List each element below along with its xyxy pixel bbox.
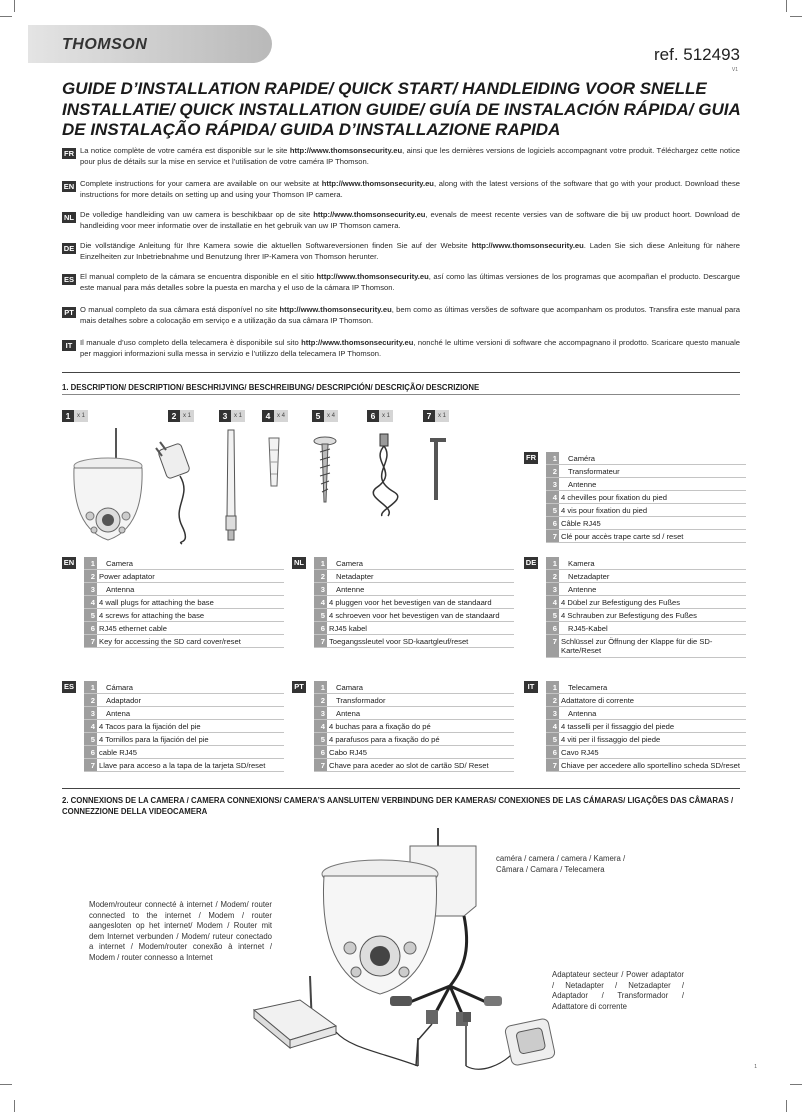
part-number: 1 [552, 453, 557, 463]
part-number: 2 [552, 695, 557, 705]
website-link[interactable]: http://www.thomsonsecurity.eu [316, 272, 429, 281]
part-number: 2 [320, 571, 325, 581]
part-number: 6 [90, 623, 95, 633]
part-name: 4 vis pour fixation du pied [561, 505, 648, 515]
parts-row [314, 570, 514, 583]
part-number: 4 [552, 492, 557, 502]
part-name: Câble RJ45 [561, 518, 601, 528]
part-name: 4 pluggen voor het bevestigen van de standaard [329, 597, 492, 607]
parts-row [546, 465, 746, 478]
parts-row [84, 609, 284, 622]
parts-list [314, 681, 514, 772]
item-badge-2 [168, 410, 194, 422]
parts-row [546, 530, 746, 543]
section-connections-title: 2. CONNEXIONS DE LA CAMERA / CAMERA CONNEXIONS/ CAMERA’S AANSLUITEN/ VERBINDUNG DER KAMERAS/ CONEXIONES DE LAS CÁMARAS/ LIGAÇÕES DAS CÂMARAS / CONNEZZIONE DELLA VIDEOCAMERA [62, 796, 734, 816]
parts-row [546, 583, 746, 596]
divider [62, 788, 740, 789]
intro-text [80, 305, 740, 326]
part-number: 7 [552, 760, 557, 770]
parts-row [546, 733, 746, 746]
item-number: 1 [62, 410, 74, 422]
language-flag: NL [294, 558, 304, 567]
part-number: 1 [320, 682, 325, 692]
part-number: 4 [320, 721, 325, 731]
language-flag: NL [64, 213, 74, 222]
intro-text-post: , así como las últimas versiones de los programas que acompañan el producto. Descargue este manual para más detalles sobre la puesta en marcha y el uso de la cámara IP Thomson. [80, 272, 740, 292]
part-name: 4 schroeven voor het bevestigen van de standaard [329, 610, 500, 620]
part-name: Adattatore di corrente [561, 695, 635, 705]
parts-row [546, 759, 746, 772]
part-name: Clé pour accès trape carte sd / reset [561, 531, 684, 541]
item-quantity: x 1 [74, 410, 88, 422]
reference-number: ref. 512493 [653, 45, 740, 64]
item-badge-7 [423, 410, 449, 422]
parts-row [546, 478, 746, 491]
part-name: Antenne [568, 479, 597, 489]
part-name: Antenne [336, 584, 365, 594]
intro-text-pre: O manual completo da sua câmara está disponível no site [80, 305, 280, 314]
crop-mark [0, 16, 12, 17]
divider [62, 394, 740, 395]
part-number: 5 [90, 610, 95, 620]
part-name: Cámara [106, 682, 134, 692]
item-badge-5 [312, 410, 338, 422]
intro-text-post: , ainsi que les dernières versions de logiciels accompagnant votre produit. Téléchargez cette notice pour plus de détails sur la mise en service et l’utilisation de votre caméra IP Thomson. [80, 146, 741, 166]
part-number: 3 [320, 584, 325, 594]
intro-text [80, 210, 740, 231]
part-name: 4 buchas para a fixação do pé [329, 721, 431, 731]
part-number: 1 [552, 558, 557, 568]
intro-text-post: , evenals de meest recente versies van de software die bij uw product hoort. Download de handleiding voor meer informatie over de installatie en het gebruik van uw IP Thomson camera. [80, 210, 740, 230]
part-number: 7 [320, 760, 325, 770]
intro-text-pre: Complete instructions for your camera are available on our website at [80, 179, 322, 188]
parts-row [546, 746, 746, 759]
part-name: Schlüssel zur Öffnung der Klappe für die SD-Karte/Reset [561, 636, 713, 655]
intro-text [80, 272, 740, 293]
part-name: RJ45 kabel [329, 623, 367, 633]
parts-row [314, 733, 514, 746]
website-link[interactable]: http://www.thomsonsecurity.eu [289, 146, 403, 155]
website-link[interactable]: http://www.thomsonsecurity.eu [321, 179, 434, 188]
language-flag: ES [63, 682, 74, 691]
part-number: 3 [552, 708, 557, 718]
parts-row [314, 596, 514, 609]
item-number: 2 [168, 410, 180, 422]
part-name: 4 chevilles pour fixation du pied [561, 492, 667, 502]
parts-row [84, 622, 284, 635]
parts-row [84, 681, 284, 694]
part-name: Antena [336, 708, 361, 718]
item-badge-3 [219, 410, 245, 422]
crop-mark [14, 0, 15, 12]
part-name: Cavo RJ45 [561, 747, 599, 757]
part-number: 7 [320, 636, 325, 646]
intro-text-post: , along with the latest versions of the software that go with your product. Download these instructions for more details on setting up and using your Thomson IP camera. [80, 179, 740, 199]
parts-row [314, 720, 514, 733]
item-quantity: x 4 [274, 410, 288, 422]
item-number: 7 [423, 410, 435, 422]
parts-row [546, 504, 746, 517]
part-name: 4 tasselli per il fissaggio del piede [561, 721, 675, 731]
parts-list [546, 452, 746, 543]
part-number: 3 [90, 708, 95, 718]
part-name: Netadapter [336, 571, 374, 581]
part-name: Transformador [336, 695, 386, 705]
language-flag: PT [62, 307, 76, 318]
part-number: 5 [320, 610, 325, 620]
parts-row [314, 583, 514, 596]
parts-row [84, 720, 284, 733]
parts-row [546, 491, 746, 504]
intro-text-post: , bem como as últimas versões de software que acompanham os produtos. Transfira este manual para mais detalhes sobre a colocação em serviço e a utilização da sua câmara IP Thomson. [80, 305, 740, 325]
parts-row [314, 694, 514, 707]
language-flag: FR [526, 453, 536, 462]
parts-row [84, 635, 284, 648]
part-number: 2 [552, 466, 557, 476]
part-name: Toegangssleutel voor SD-kaartgleuf/reset [329, 636, 469, 646]
parts-row [546, 707, 746, 720]
part-number: 4 [552, 721, 557, 731]
connection-diagram [240, 826, 570, 1076]
brand-logo: THOMSON [62, 36, 148, 53]
part-name: Power adaptator [99, 571, 155, 581]
part-name: Antena [106, 708, 131, 718]
part-number: 3 [552, 584, 557, 594]
parts-row [314, 759, 514, 772]
page-number: 1 [754, 1064, 757, 1070]
crop-mark [790, 16, 802, 17]
divider [62, 372, 740, 373]
part-number: 5 [90, 734, 95, 744]
parts-row [546, 596, 746, 609]
item-quantity: x 1 [231, 410, 245, 422]
parts-row [314, 622, 514, 635]
item-number: 5 [312, 410, 324, 422]
part-number: 4 [552, 597, 557, 607]
language-flag: ES [63, 275, 74, 284]
part-name: Telecamera [568, 682, 608, 692]
parts-row [546, 694, 746, 707]
section-description-title: 1. DESCRIPTION/ DESCRIPTION/ BESCHRIJVING/ BESCHREIBUNG/ DESCRIPCIÓN/ DESCRIÇÃO/ DESCRIZIONE [62, 383, 480, 392]
part-number: 1 [552, 682, 557, 692]
part-name: RJ45-Kabel [568, 623, 608, 633]
part-name: Cabo RJ45 [329, 747, 367, 757]
intro-text [80, 146, 740, 167]
item-quantity: x 1 [180, 410, 194, 422]
parts-row [546, 452, 746, 465]
item-number: 3 [219, 410, 231, 422]
router-caption: Modem/routeur connecté à internet / Modem/ router connected to the internet / Modem / router aangesloten op het internet/ Modem / Router mit dem Internet verbunden / Modem/ ruteur conectado a internet / Modem/router conexão à internet / Modem / router connesso a Internet [89, 900, 272, 962]
crop-mark [786, 1100, 787, 1112]
part-number: 6 [320, 747, 325, 757]
language-flag: EN [63, 558, 75, 567]
language-flag: PT [292, 681, 306, 693]
parts-row [546, 609, 746, 622]
part-number: 3 [320, 708, 325, 718]
language-flag: FR [64, 149, 74, 158]
part-name: 4 parafusos para a fixação do pé [329, 734, 440, 744]
parts-row [84, 583, 284, 596]
camera-caption: caméra / camera / camera / Kamera / Câmara / Camara / Telecamera [496, 854, 626, 874]
website-link[interactable]: http://www.thomsonsecurity.eu [471, 241, 584, 250]
part-name: Camara [336, 682, 364, 692]
parts-row [314, 707, 514, 720]
part-number: 5 [320, 734, 325, 744]
parts-row [84, 694, 284, 707]
screw-illustration [312, 436, 338, 506]
allen-key-illustration [426, 434, 450, 504]
intro-text-pre: El manual completo de la cámara se encuentra disponible en el sitio [80, 272, 317, 281]
parts-row [314, 557, 514, 570]
part-number: 4 [320, 597, 325, 607]
crop-mark [0, 1084, 12, 1085]
part-name: 4 Tornillos para la fijación del pie [99, 734, 209, 744]
part-name: 4 wall plugs for attaching the base [99, 597, 214, 607]
part-number: 2 [552, 571, 557, 581]
part-number: 1 [320, 558, 325, 568]
part-number: 1 [90, 558, 95, 568]
part-name: Camera [106, 558, 134, 568]
parts-row [84, 707, 284, 720]
part-number: 1 [90, 682, 95, 692]
part-number: 4 [90, 597, 95, 607]
part-number: 7 [552, 636, 557, 646]
parts-row [84, 746, 284, 759]
camera-illustration [66, 428, 150, 546]
parts-list [84, 681, 284, 772]
antenna-illustration [220, 428, 242, 546]
part-name: Camera [336, 558, 364, 568]
parts-row [546, 557, 746, 570]
version-label: V1 [731, 67, 738, 73]
part-number: 2 [90, 571, 95, 581]
intro-text-post: . Laden Sie sich diese Anleitung für nähere Einzelheiten zur Inbetriebnahme und Benutzung Ihrer IP-Kamera von Thomson herunter. [80, 241, 740, 261]
part-number: 5 [552, 610, 557, 620]
part-name: Chave para aceder ao slot de cartão SD/ Reset [329, 760, 489, 770]
item-badge-4 [262, 410, 288, 422]
part-number: 7 [90, 636, 95, 646]
part-number: 2 [90, 695, 95, 705]
part-number: 7 [552, 531, 557, 541]
parts-row [546, 622, 746, 635]
parts-row [546, 517, 746, 530]
part-name: Adaptador [106, 695, 142, 705]
part-name: 4 viti per il fissaggio del piede [561, 734, 661, 744]
parts-row [546, 681, 746, 694]
intro-text [80, 179, 740, 200]
item-quantity: x 4 [324, 410, 338, 422]
language-flag: DE [525, 558, 537, 567]
part-name: 4 Dübel zur Befestigung des Fußes [561, 597, 681, 607]
parts-row [314, 746, 514, 759]
intro-text [80, 241, 740, 262]
part-number: 6 [552, 747, 557, 757]
intro-text-post: , nonché le ultime versioni di software che accompagnano il prodotto. Scaricare questo manuale per maggiori informazioni sulla messa in servizio e l’utilizzo della telecamera IP Thomson. [80, 338, 740, 358]
part-name: Llave para acceso a la tapa de la tarjeta SD/reset [99, 760, 266, 770]
part-name: Netzadapter [568, 571, 610, 581]
item-badge-1 [62, 410, 88, 422]
part-name: Key for accessing the SD card cover/reset [99, 636, 241, 646]
part-number: 6 [552, 518, 557, 528]
item-badge-6 [367, 410, 393, 422]
part-name: 4 screws for attaching the base [99, 610, 205, 620]
adapter-caption: Adaptateur secteur / Power adaptator / Netadapter / Netzadapter / Adaptador / Transformador / Adattatore di corrente [552, 970, 684, 1011]
parts-row [314, 681, 514, 694]
part-number: 2 [320, 695, 325, 705]
item-quantity: x 1 [435, 410, 449, 422]
part-number: 5 [552, 734, 557, 744]
crop-mark [786, 0, 787, 12]
intro-text-pre: La notice complète de votre caméra est disponible sur le site [80, 146, 290, 155]
parts-row [546, 720, 746, 733]
ethernet-cable-illustration [360, 432, 412, 520]
parts-list [546, 557, 746, 658]
parts-row [84, 557, 284, 570]
parts-row [546, 635, 746, 658]
part-name: Antenne [568, 584, 597, 594]
language-flag: EN [63, 182, 75, 191]
intro-text-pre: Die vollständige Anleitung für Ihre Kamera sowie die aktuellen Softwareversionen finden Sie auf der Website [80, 241, 472, 250]
item-number: 4 [262, 410, 274, 422]
intro-text [80, 338, 740, 359]
parts-list [546, 681, 746, 772]
parts-list [84, 557, 284, 648]
parts-row [84, 759, 284, 772]
part-number: 4 [90, 721, 95, 731]
parts-row [546, 570, 746, 583]
website-link[interactable]: http://www.thomsonsecurity.eu [313, 210, 426, 219]
part-number: 3 [552, 479, 557, 489]
parts-row [84, 596, 284, 609]
crop-mark [14, 1100, 15, 1112]
part-name: Antenna [568, 708, 597, 718]
part-name: 4 Tacos para la fijación del pie [99, 721, 201, 731]
item-number: 6 [367, 410, 379, 422]
part-name: 4 Schrauben zur Befestigung des Fußes [561, 610, 697, 620]
intro-text-pre: De volledige handleiding van uw camera is beschikbaar op de site [80, 210, 314, 219]
part-number: 6 [320, 623, 325, 633]
wall-plug-illustration [266, 436, 282, 490]
part-name: Chiave per accedere allo sportellino scheda SD/reset [561, 760, 740, 770]
crop-mark [790, 1084, 802, 1085]
language-flag: IT [62, 340, 76, 351]
part-number: 6 [552, 623, 557, 633]
item-quantity: x 1 [379, 410, 393, 422]
website-link[interactable]: http://www.thomsonsecurity.eu [279, 305, 392, 314]
language-flag: IT [524, 681, 538, 693]
part-name: RJ45 ethernet cable [99, 623, 167, 633]
language-flag: DE [63, 244, 75, 253]
part-number: 6 [90, 747, 95, 757]
power-adapter-illustration [152, 436, 212, 546]
page-title: GUIDE D’INSTALLATION RAPIDE/ QUICK START/ HANDLEIDING VOOR SNELLE INSTALLATIE/ QUICK INSTALLATION GUIDE/ GUÍA DE INSTALACIÓN RÁPIDA/ GUIA DE INSTALAÇÃO RÁPIDA/ GUIDA D’INSTALLAZIONE RAPIDA [62, 79, 741, 139]
website-link[interactable]: http://www.thomsonsecurity.eu [301, 338, 414, 347]
part-number: 3 [90, 584, 95, 594]
parts-list [314, 557, 514, 648]
parts-row [84, 570, 284, 583]
parts-row [84, 733, 284, 746]
part-name: Antenna [106, 584, 135, 594]
part-name: Caméra [568, 453, 596, 463]
parts-row [314, 609, 514, 622]
part-name: Transformateur [568, 466, 620, 476]
intro-text-pre: Il manuale d’uso completo della telecamera è disponibile sul sito [80, 338, 302, 347]
part-number: 5 [552, 505, 557, 515]
part-number: 7 [90, 760, 95, 770]
part-name: cable RJ45 [99, 747, 137, 757]
parts-row [314, 635, 514, 648]
part-name: Kamera [568, 558, 595, 568]
